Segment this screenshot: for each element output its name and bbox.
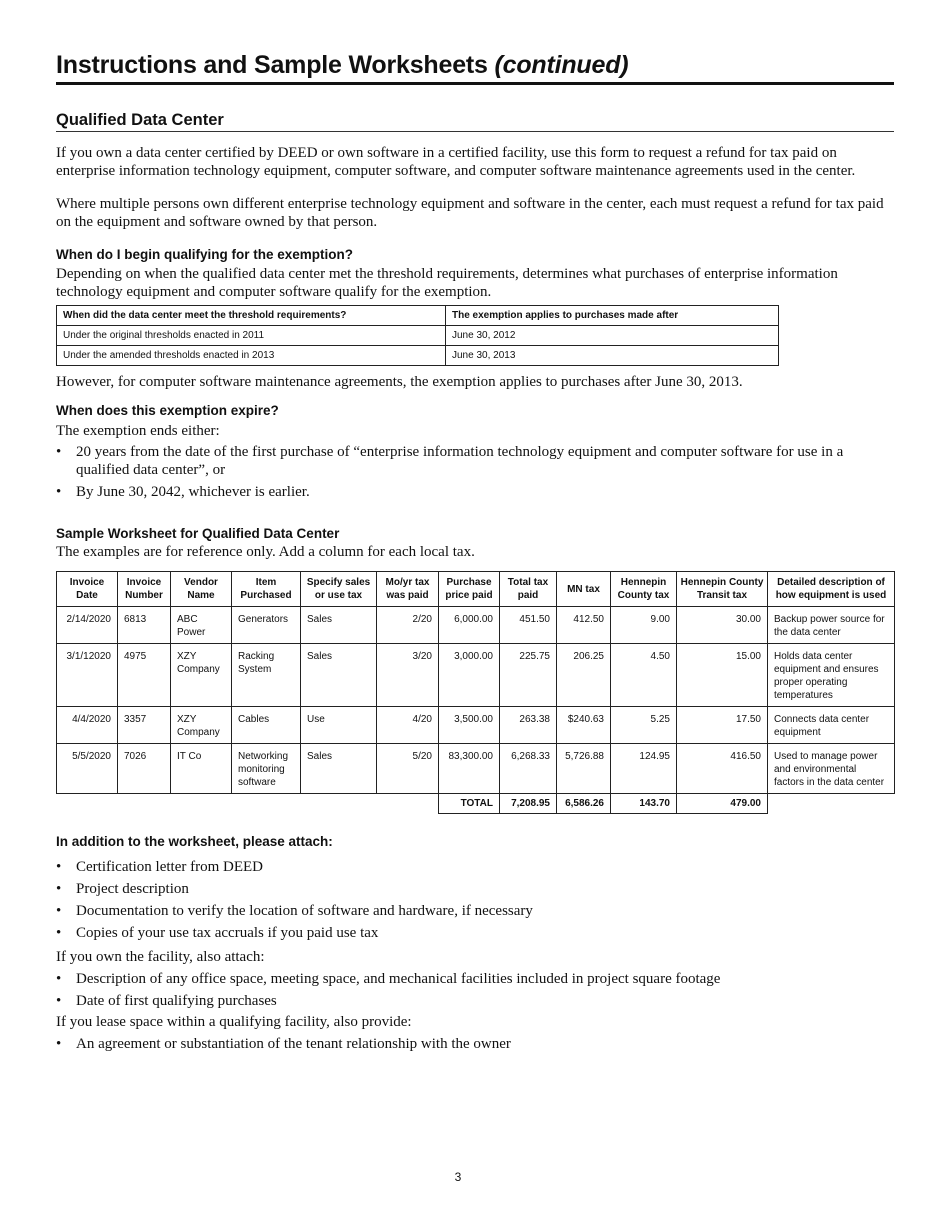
table-cell: 5.25 [611, 707, 677, 744]
qualify-text: Depending on when the qualified data center met the threshold requirements, determines what purchases of enterprise information technology equipment and computer software qualify for the exemption. [56, 266, 838, 300]
table-cell: Sales [301, 744, 377, 794]
table-cell: 83,300.00 [439, 744, 500, 794]
table-row [57, 607, 895, 644]
total-hennepin-tax-value: 143.70 [611, 794, 677, 814]
total-mn-tax-value: 6,586.26 [557, 794, 611, 814]
total-label: TOTAL [439, 794, 500, 814]
table-cell: $240.63 [557, 707, 611, 744]
table-cell: 5/5/2020 [57, 744, 118, 794]
column-header: Hennepin County Transit tax [677, 572, 768, 607]
table-cell: 4/20 [377, 707, 439, 744]
table-cell: 5,726.88 [557, 744, 611, 794]
list-item: • Project description [56, 881, 189, 897]
table-cell: Sales [301, 644, 377, 707]
table-cell: Generators [232, 607, 301, 644]
table-cell: 412.50 [557, 607, 611, 644]
table-cell: 416.50 [677, 744, 768, 794]
column-header: Hennepin County tax [611, 572, 677, 607]
qualify-heading: When do I begin qualifying for the exemption? [56, 247, 353, 262]
list-item: • Description of any office space, meeting space, and mechanical facilities included in project square footage [56, 971, 721, 987]
list-item: • Certification letter from DEED [56, 859, 264, 875]
own-list [56, 970, 896, 1014]
column-header: Mo/yr tax was paid [377, 572, 439, 607]
table-cell: 4/4/2020 [57, 707, 118, 744]
table-row [57, 346, 779, 366]
table-cell: 15.00 [677, 644, 768, 707]
list-item: • Date of first qualifying purchases [56, 993, 277, 1009]
list-item: • An agreement or substantiation of the tenant relationship with the owner [56, 1036, 511, 1052]
table-cell: 3/1/12020 [57, 644, 118, 707]
column-header: Purchase price paid [439, 572, 500, 607]
table-cell: Sales [301, 607, 377, 644]
table-cell: 6,000.00 [439, 607, 500, 644]
table-cell: 3,000.00 [439, 644, 500, 707]
table-row [57, 326, 779, 346]
column-header: Invoice Number [118, 572, 171, 607]
threshold-table [56, 305, 779, 366]
table-cell: June 30, 2012 [446, 326, 779, 346]
column-header: Vendor Name [171, 572, 232, 607]
table-cell: Under the amended thresholds enacted in 2013 [57, 346, 446, 366]
table-cell: Use [301, 707, 377, 744]
table-cell: XZY Company [171, 644, 232, 707]
table-row [57, 707, 895, 744]
table-cell: IT Co [171, 744, 232, 794]
list-item: • 20 years from the date of the first purchase of “enterprise information technology equipment and computer software for use in a qualified data center”, or [56, 444, 844, 478]
column-header: Specify sales or use tax [301, 572, 377, 607]
total-row [57, 794, 895, 814]
table-cell: Used to manage power and environmental factors in the data center [768, 744, 895, 794]
worksheet-header-row [57, 572, 895, 607]
column-header: Total tax paid [500, 572, 557, 607]
table-cell: 5/20 [377, 744, 439, 794]
table-cell: 30.00 [677, 607, 768, 644]
threshold-header-cell: When did the data center meet the threshold requirements? [57, 306, 446, 326]
lease-list [56, 1035, 896, 1057]
expire-heading: When does this exemption expire? [56, 403, 279, 418]
table-cell: XZY Company [171, 707, 232, 744]
attach-list [56, 858, 896, 946]
expire-intro: The exemption ends either: [56, 423, 220, 439]
qualify-note: However, for computer software maintenance agreements, the exemption applies to purchases after June 30, 2013. [56, 374, 743, 390]
table-cell: ABC Power [171, 607, 232, 644]
column-header: MN tax [557, 572, 611, 607]
table-cell: 2/20 [377, 607, 439, 644]
own-intro: If you own the facility, also attach: [56, 949, 265, 965]
list-item: • Copies of your use tax accruals if you paid use tax [56, 925, 379, 941]
table-cell: 124.95 [611, 744, 677, 794]
page-title-text: Instructions and Sample Worksheets [56, 51, 488, 79]
table-cell: 3,500.00 [439, 707, 500, 744]
threshold-header-row [57, 306, 779, 326]
list-item: • By June 30, 2042, whichever is earlier. [56, 484, 310, 500]
page-title-suffix: (continued) [494, 51, 629, 79]
table-cell: June 30, 2013 [446, 346, 779, 366]
total-transit-tax-value: 479.00 [677, 794, 768, 814]
worksheet-heading: Sample Worksheet for Qualified Data Center [56, 526, 340, 541]
table-cell: Cables [232, 707, 301, 744]
table-cell: 9.00 [611, 607, 677, 644]
table-cell: 4975 [118, 644, 171, 707]
column-header: Detailed description of how equipment is used [768, 572, 895, 607]
worksheet-intro: The examples are for reference only. Add a column for each local tax. [56, 544, 475, 560]
table-cell: Holds data center equipment and ensures proper operating temperatures [768, 644, 895, 707]
intro-paragraph-2: Where multiple persons own different enterprise technology equipment and software in the center, each must request a refund for tax paid on the equipment and software owned by that person. [56, 196, 884, 230]
page-number: 3 [454, 1170, 462, 1184]
threshold-header-cell: The exemption applies to purchases made after [446, 306, 779, 326]
section-title: Qualified Data Center [56, 110, 894, 132]
table-cell: Connects data center equipment [768, 707, 895, 744]
table-cell: 4.50 [611, 644, 677, 707]
table-cell: 451.50 [500, 607, 557, 644]
table-row [57, 744, 895, 794]
table-cell: 263.38 [500, 707, 557, 744]
expire-list [56, 443, 896, 505]
table-cell: Racking System [232, 644, 301, 707]
worksheet-table [56, 571, 895, 814]
table-cell: 7026 [118, 744, 171, 794]
table-cell: Under the original thresholds enacted in 2011 [57, 326, 446, 346]
page-title [56, 50, 894, 85]
table-cell: 206.25 [557, 644, 611, 707]
attach-heading: In addition to the worksheet, please attach: [56, 834, 333, 849]
table-cell: Backup power source for the data center [768, 607, 895, 644]
lease-intro: If you lease space within a qualifying facility, also provide: [56, 1014, 412, 1030]
table-cell: Networking monitoring software [232, 744, 301, 794]
table-cell: 3357 [118, 707, 171, 744]
table-cell: 2/14/2020 [57, 607, 118, 644]
table-row [57, 644, 895, 707]
table-cell: 6813 [118, 607, 171, 644]
list-item: • Documentation to verify the location of software and hardware, if necessary [56, 903, 533, 919]
intro-paragraph-1: If you own a data center certified by DEED or own software in a certified facility, use this form to request a refund for tax paid on enterprise information technology equipment, computer software, and computer software maintenance agreements used in the center. [56, 145, 856, 179]
column-header: Item Purchased [232, 572, 301, 607]
table-cell: 6,268.33 [500, 744, 557, 794]
table-cell: 225.75 [500, 644, 557, 707]
table-cell: 17.50 [677, 707, 768, 744]
total-tax-value: 7,208.95 [500, 794, 557, 814]
column-header: Invoice Date [57, 572, 118, 607]
table-cell: 3/20 [377, 644, 439, 707]
